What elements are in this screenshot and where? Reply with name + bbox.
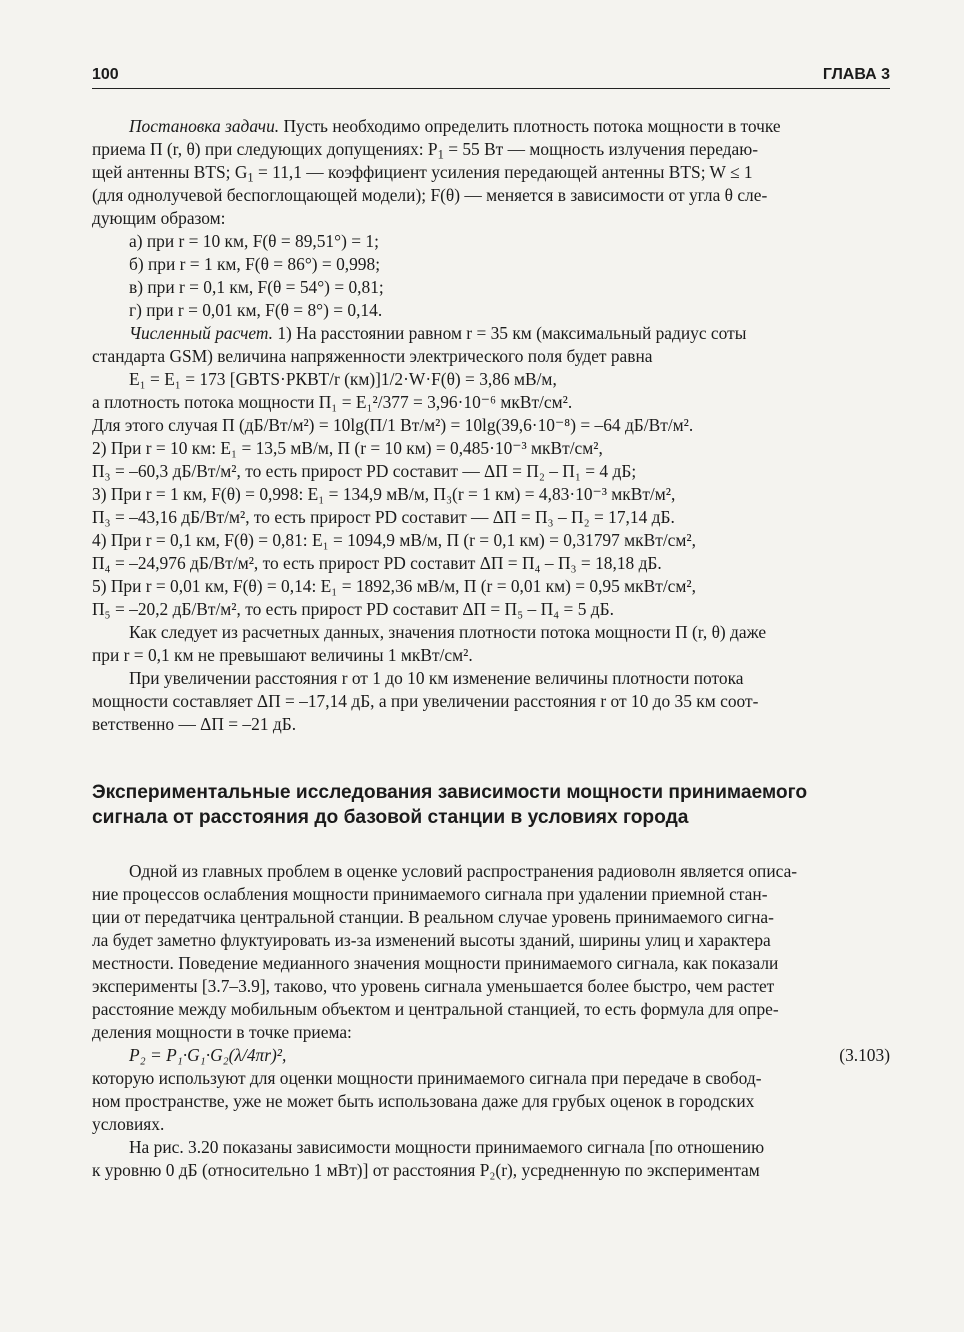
body-p3-line-2: к уровню 0 дБ (относительно 1 мВт)] от расстояния P₂(r), усредненную по экспериментам [92,1160,760,1180]
body-p1-line-7: расстояние между мобильным объектом и центральной станцией, то есть формула для опре- [92,999,779,1019]
body-p1-line-2: ние процессов ослабления мощности принимаемого сигнала при удалении приемной стан- [92,884,768,904]
chapter-label: ГЛАВА 3 [822,66,890,83]
equation-e1: E₁ = E₁ = 173 [GBTS·PКВТ/r (км)]1/2·W·F(θ) = 3,86 мВ/м, [129,369,557,389]
db-line: Для этого случая П (дБ/Вт/м²) = 10lg(П/1 Вт/м²) = 10lg(39,6·10⁻⁸) = –64 дБ/Вт/м². [92,415,694,435]
body-p1-line-8: деления мощности в точке приема: [92,1022,352,1042]
body-p2-line-3: условиях. [92,1114,165,1134]
step-5b: П₅ = –20,2 дБ/Вт/м², то есть прирост PD составит ΔП = П₅ – П₄ = 5 дБ. [92,599,614,619]
body-p1-line-1: Одной из главных проблем в оценке условий распространения радиоволн является описа- [129,861,798,881]
conclusion-3: При увеличении расстояния r от 1 до 10 км изменение величины плотности потока [129,668,744,688]
problem-line-4: (для однолучевой беспоглощающей модели); F(θ) — меняется в зависимости от угла θ сле- [92,185,768,205]
body-p1-line-4: ла будет заметно флуктуировать из-за изменений высоты зданий, ширины улиц и характера [92,930,771,950]
step-3a: 3) При r = 1 км, F(θ) = 0,998: E₁ = 134,9 мВ/м, П₃(r = 1 км) = 4,83·10⁻³ мкВт/м², [92,484,676,504]
flux-line: а плотность потока мощности П₁ = E₁²/377 = 3,96·10⁻⁶ мкВт/см². [92,392,573,412]
body-p1-line-6: эксперименты [3.7–3.9], таково, что уровень сигнала уменьшается более быстро, чем растет [92,976,775,996]
body-p2-line-2: ном пространстве, уже не может быть использована даже для грубых оценок в городских [92,1091,755,1111]
conclusion-4: мощности составляет ΔП = –17,14 дБ, а при увеличении расстояния r от 10 до 35 км соот- [92,691,759,711]
running-header [92,62,890,89]
step-4a: 4) При r = 0,1 км, F(θ) = 0,81: E₁ = 1094,9 мВ/м, П (r = 0,1 км) = 0,31797 мкВт/см², [92,530,696,550]
step-2b: П₃ = –60,3 дБ/Вт/м², то есть прирост PD составит — ΔП = П₂ – П₁ = 4 дБ; [92,461,637,481]
section-title-line-1: Экспериментальные исследования зависимости мощности принимаемого [92,782,808,803]
body-p1-line-5: местности. Поведение медианного значения мощности принимаемого сигнала, как показали [92,953,779,973]
problem-line-2: приема П (r, θ) при следующих допущениях: $P_1 = 55$ Вт — мощность излучения передаю- [92,139,759,161]
conclusion-1: Как следует из расчетных данных, значения плотности потока мощности П (r, θ) даже [129,622,767,642]
page-content [92,115,890,1182]
step-4b: П₄ = –24,976 дБ/Вт/м², то есть прирост PD составит ΔП = П₄ – П₃ = 18,18 дБ. [92,553,662,573]
step-2a: 2) При r = 10 км: E₁ = 13,5 мВ/м, П (r = 10 км) = 0,485·10⁻³ мкВт/см², [92,438,603,458]
equation-3-103 [92,1044,890,1067]
body-p1-line-3: ции от передатчика центральной станции. В реальном случае уровень принимаемого сигна- [92,907,774,927]
case-b: б) при r = 1 км, F(θ = 86°) = 0,998; [129,254,381,274]
case-c: в) при r = 0,1 км, F(θ = 54°) = 0,81; [129,277,384,297]
case-a: а) при r = 10 км, F(θ = 89,51°) = 1; [129,231,379,251]
problem-line-5: дующим образом: [92,208,226,228]
body-p2-line-1: которую используют для оценки мощности принимаемого сигнала при передаче в свобод- [92,1068,762,1088]
calc-line-2: стандарта GSM) величина напряженности электрического поля будет равна [92,346,653,366]
conclusion-5: ветственно — ΔП = –21 дБ. [92,714,297,734]
calc-line-1: Численный расчет. 1) На расстоянии равном r = 35 км (максимальный радиус соты [129,323,747,343]
body-p3-line-1: На рис. 3.20 показаны зависимости мощности принимаемого сигнала [по отношению [129,1137,765,1157]
step-5a: 5) При r = 0,01 км, F(θ) = 0,14: E₁ = 1892,36 мВ/м, П (r = 0,01 км) = 0,95 мкВт/см², [92,576,696,596]
equation-number: (3.103) [839,1045,890,1065]
equation-body: P₂ = P₁·G₁·G₂(λ/4πr)², [129,1045,287,1065]
page-number: 100 [92,66,119,83]
step-3b: П₃ = –43,16 дБ/Вт/м², то есть прирост PD составит — ΔП = П₃ – П₂ = 17,14 дБ. [92,507,675,527]
conclusion-2: при r = 0,1 км не превышают величины 1 мкВт/см². [92,645,473,665]
problem-line-1: Постановка задачи. Пусть необходимо определить плотность потока мощности в точке [129,116,781,136]
problem-line-3: щей антенны BTS; $G_1 = 11,1$ — коэффициент усиления передающей антенны BTS; W ≤ 1 [92,162,753,184]
section-heading [92,780,890,830]
section-title-line-2: сигнала от расстояния до базовой станции в условиях города [92,807,689,828]
case-d: г) при r = 0,01 км, F(θ = 8°) = 0,14. [129,300,383,320]
